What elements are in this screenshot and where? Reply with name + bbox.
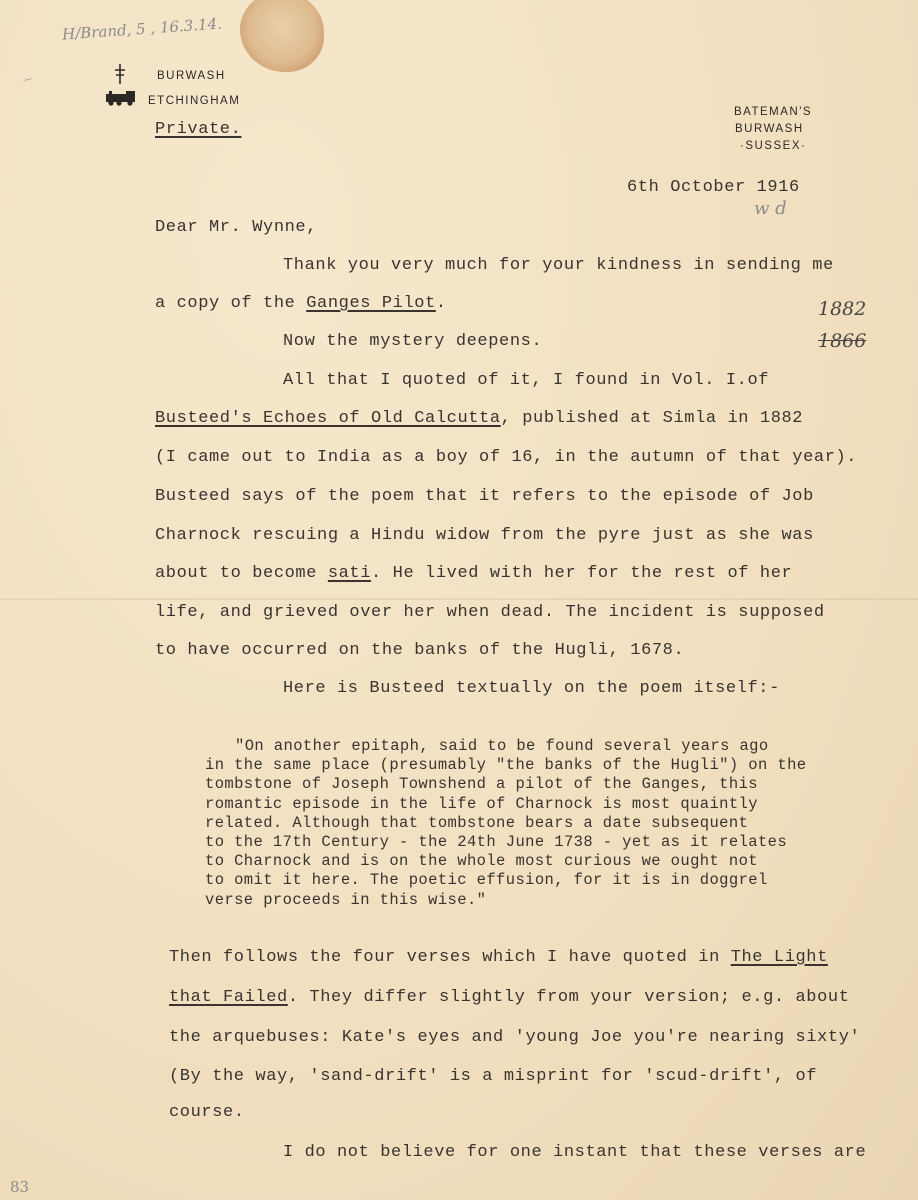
quote-line: to omit it here. The poetic effusion, for it is in doggrel xyxy=(205,871,768,890)
pencil-scribble: ~ xyxy=(19,70,37,90)
light-that-failed-title-1: The Light xyxy=(730,948,828,967)
pencil-note: H/Brand, 5 , 16.3.14. xyxy=(61,14,223,44)
light-that-failed-title-2: that Failed xyxy=(169,988,288,1007)
address-line-3: ·SUSSEX· xyxy=(740,140,807,152)
body-line-11: to have occurred on the banks of the Hugli, 1678. xyxy=(155,641,685,660)
quote-line: to Charnock and is on the whole most curious we ought not xyxy=(205,852,758,871)
quote-line: romantic episode in the life of Charnock is most quaintly xyxy=(205,794,758,813)
address-line-1: BATEMAN'S xyxy=(734,106,813,118)
quotation-block xyxy=(205,737,807,910)
quote-line: tombstone of Joseph Townshend a pilot of the Ganges, this xyxy=(205,775,758,794)
busteed-title: Busteed's Echoes of Old Calcutta xyxy=(155,409,501,428)
after-line-5: course. xyxy=(169,1103,245,1122)
sati-word: sati xyxy=(327,564,372,583)
letterhead-burwash: BURWASH xyxy=(157,70,226,82)
address-line-2: BURWASH xyxy=(735,123,804,135)
water-stain xyxy=(240,0,324,72)
ganges-pilot-title: Ganges Pilot xyxy=(306,294,436,313)
pencil-initials: w d xyxy=(754,198,787,219)
body-line-1: Thank you very much for your kindness in sending me xyxy=(283,256,834,275)
body-line-4: All that I quoted of it, I found in Vol. I.of xyxy=(283,371,770,390)
body-line-12: Here is Busteed textually on the poem itself:- xyxy=(283,679,780,698)
after-line-1: Then follows the four verses which I have quoted in The Light xyxy=(169,948,828,967)
letterhead-etchingham: ETCHINGHAM xyxy=(148,95,241,107)
quote-line: in the same place (presumably "the banks of the Hugli") on the xyxy=(205,756,807,775)
body-line-6: (I came out to India as a boy of 16, in the autumn of that year). xyxy=(155,448,858,467)
after-line-6: I do not believe for one instant that these verses are xyxy=(283,1143,867,1162)
train-icon xyxy=(104,90,138,106)
quote-line: verse proceeds in this wise." xyxy=(205,890,487,909)
body-line-3: Now the mystery deepens. xyxy=(283,332,543,351)
quote-line: related. Although that tombstone bears a date subsequent xyxy=(205,813,749,832)
body-line-8: Charnock rescuing a Hindu widow from the pyre just as she was xyxy=(155,526,814,545)
page-number: 83 xyxy=(10,1178,30,1196)
after-line-3: the arquebuses: Kate's eyes and 'young Joe you're nearing sixty' xyxy=(169,1028,861,1047)
quote-line: to the 17th Century - the 24th June 1738 - yet as it relates xyxy=(205,833,788,852)
private-label: Private. xyxy=(155,120,242,139)
telegraph-icon xyxy=(112,64,128,84)
quote-line: "On another epitaph, said to be found several years ago xyxy=(235,737,769,755)
body-line-10: life, and grieved over her when dead. The incident is supposed xyxy=(155,603,825,622)
margin-note-bottom: 1866 xyxy=(818,330,867,352)
body-line-9: about to become sati. He lived with her for the rest of her xyxy=(155,564,793,583)
body-line-2: a copy of the Ganges Pilot. xyxy=(155,294,447,313)
margin-note-top: 1882 xyxy=(818,298,867,320)
body-line-7: Busteed says of the poem that it refers to the episode of Job xyxy=(155,487,814,506)
after-line-2: that Failed. They differ slightly from your version; e.g. about xyxy=(169,988,850,1007)
body-line-5: Busteed's Echoes of Old Calcutta, published at Simla in 1882 xyxy=(155,409,804,428)
salutation: Dear Mr. Wynne, xyxy=(155,218,318,237)
after-line-4: (By the way, 'sand-drift' is a misprint for 'scud-drift', of xyxy=(169,1067,818,1086)
fold-line xyxy=(0,598,918,600)
letter-date: 6th October 1916 xyxy=(627,178,800,197)
